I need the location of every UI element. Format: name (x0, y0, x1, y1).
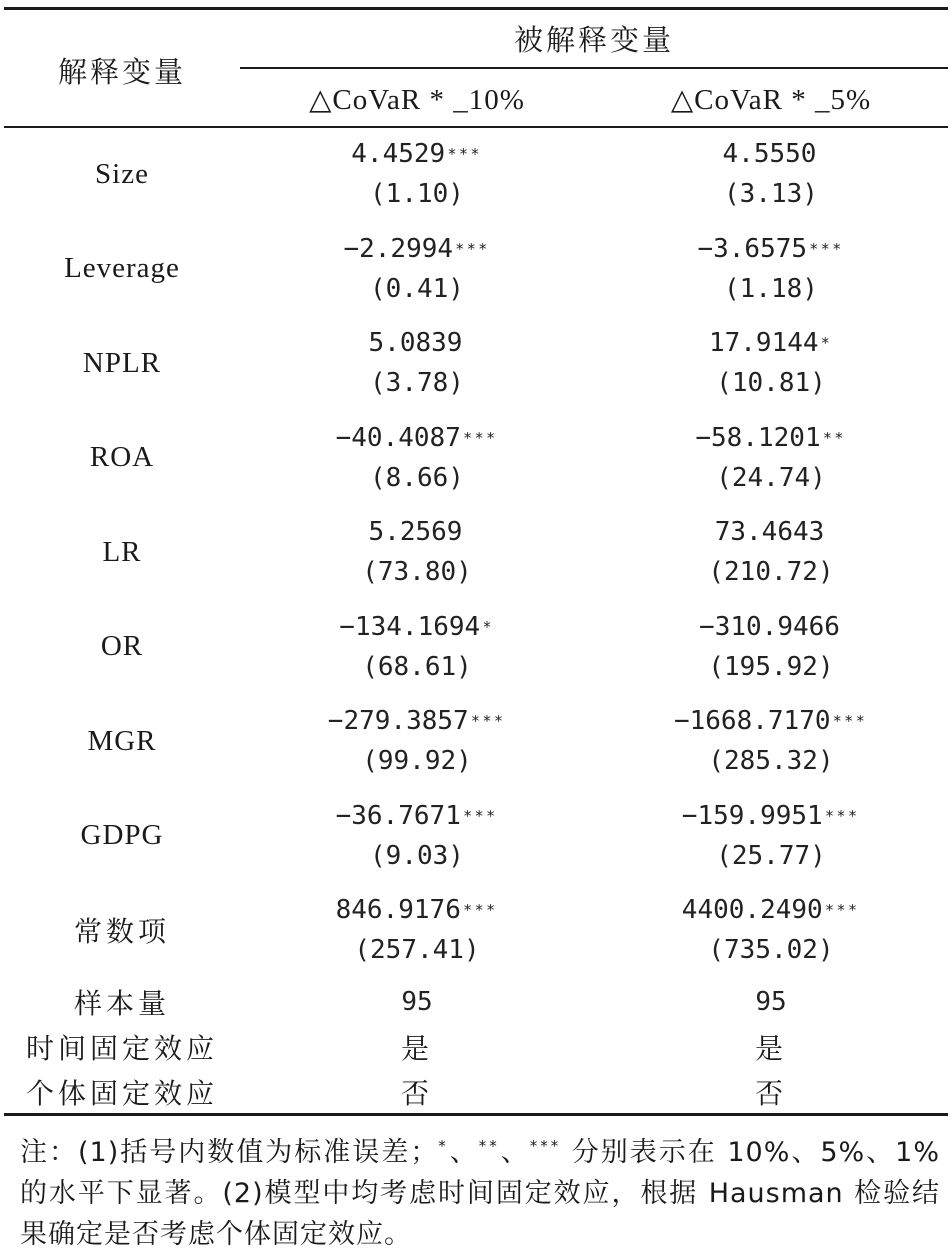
coef-value: 5.2569 (368, 517, 463, 547)
std-error-c2: (25.77) (716, 840, 826, 871)
coef-c1 (240, 134, 594, 174)
std-error-c1: (257.41) (354, 935, 480, 965)
significance-stars: *** (833, 712, 869, 730)
coef-c1 (240, 512, 594, 552)
coef-c2 (594, 134, 948, 174)
significance-stars: *** (463, 901, 499, 919)
significance-stars: *** (471, 712, 507, 730)
significance-stars: *** (810, 239, 845, 258)
summary-c1-0: 95 (401, 987, 433, 1017)
note-sig-10: * (438, 1137, 449, 1155)
std-error-c1: (68.61) (362, 651, 472, 682)
std-error-c1: (0.41) (370, 273, 464, 304)
header-rule (4, 126, 948, 128)
row-label-7: GDPG (80, 819, 164, 851)
summary-c1-1: 是 (400, 1032, 433, 1065)
coef-c2 (594, 512, 948, 552)
coef-c1 (240, 607, 594, 647)
coef-value: −134.1694 (339, 611, 481, 642)
std-error-c1: (99.92) (362, 746, 472, 776)
coef-value: −279.3857 (327, 706, 469, 736)
row-label-4: LR (102, 535, 142, 568)
row-label-8: 常数项 (73, 915, 170, 948)
coef-value: −36.7671 (335, 800, 461, 831)
significance-stars: *** (825, 901, 861, 919)
summary-c1-2: 否 (400, 1077, 433, 1110)
note-prefix: 注：(1)括号内数值为标准误差； (20, 1137, 439, 1168)
std-error-c2: (735.02) (708, 935, 834, 965)
std-error-c2: (10.81) (716, 368, 826, 398)
significance-stars: *** (825, 806, 861, 825)
coef-c1 (240, 796, 594, 836)
coef-value: 73.4643 (714, 517, 825, 547)
row-label-5: OR (100, 630, 144, 662)
coef-value: 4.4529 (351, 139, 446, 169)
summary-label-1: 时间固定效应 (25, 1032, 218, 1065)
coef-value: −310.9466 (699, 611, 840, 642)
note-sep-1: 、 (448, 1137, 479, 1168)
top-rule (4, 7, 948, 10)
table-note (20, 1126, 940, 1255)
coef-c2 (594, 701, 948, 741)
column-header-5pct: △CoVaR * _5% (670, 83, 872, 116)
note-sig-1: *** (529, 1137, 562, 1155)
note-sig-5: ** (478, 1137, 500, 1155)
std-error-c1: (73.80) (362, 557, 472, 587)
coef-c2 (594, 890, 948, 930)
coef-value: 4.5550 (722, 139, 817, 169)
std-error-c2: (1.18) (724, 273, 818, 304)
std-error-c2: (24.74) (716, 462, 826, 493)
summary-label-2: 个体固定效应 (25, 1077, 218, 1110)
coef-value: −3.6575 (697, 233, 808, 264)
explanatory-variable-header: 解释变量 (57, 54, 186, 89)
summary-c2-2: 否 (754, 1077, 787, 1110)
coef-c2 (594, 796, 948, 836)
coef-c2 (594, 229, 948, 269)
significance-stars: *** (448, 145, 483, 163)
significance-stars: *** (463, 428, 499, 447)
significance-stars: *** (456, 239, 491, 258)
std-error-c2: (195.92) (708, 651, 834, 682)
note-body: 分别表示在 10%、5%、1%的水平下显著。(2)模型中均考虑时间固定效应，根据 Hausman 检验结果确定是否考虑个体固定效应。 (20, 1137, 941, 1250)
coef-c1 (240, 229, 594, 269)
header-span-rule (240, 67, 948, 69)
significance-stars: * (483, 617, 495, 636)
summary-c2-0: 95 (755, 987, 787, 1017)
coef-value: −1668.7170 (673, 706, 831, 736)
std-error-c1: (8.66) (370, 462, 464, 493)
significance-stars: *** (463, 806, 499, 825)
coef-c1 (240, 890, 594, 930)
coef-value: 17.9144 (708, 328, 819, 358)
coef-c1 (240, 701, 594, 741)
significance-stars: * (821, 334, 834, 352)
summary-label-0: 样本量 (73, 987, 170, 1020)
summary-c2-1: 是 (754, 1032, 787, 1065)
row-label-1: Leverage (64, 252, 180, 284)
coef-value: −159.9951 (681, 800, 823, 831)
dependent-variable-header: 被解释变量 (513, 22, 674, 57)
coef-value: −40.4087 (335, 422, 461, 453)
coef-value: −58.1201 (695, 422, 821, 453)
coef-value: 5.0839 (368, 328, 463, 358)
std-error-c2: (3.13) (724, 179, 818, 209)
row-label-6: MGR (87, 724, 157, 757)
row-label-0: Size (95, 157, 149, 190)
std-error-c2: (285.32) (708, 746, 834, 776)
std-error-c1: (1.10) (370, 179, 464, 209)
coef-c2 (594, 323, 948, 363)
row-label-3: ROA (89, 441, 155, 473)
coef-value: 846.9176 (335, 895, 461, 925)
coef-c2 (594, 418, 948, 458)
coef-c1 (240, 323, 594, 363)
row-label-2: NPLR (82, 346, 162, 379)
coef-c2 (594, 607, 948, 647)
significance-stars: ** (823, 428, 847, 447)
coef-value: −2.2994 (343, 233, 454, 264)
std-error-c1: (9.03) (370, 840, 464, 871)
coef-value: 4400.2490 (681, 895, 823, 925)
std-error-c1: (3.78) (370, 368, 464, 398)
std-error-c2: (210.72) (708, 557, 834, 587)
coef-c1 (240, 418, 594, 458)
column-header-10pct: △CoVaR * _10% (309, 83, 525, 116)
note-sep-2: 、 (499, 1137, 530, 1168)
